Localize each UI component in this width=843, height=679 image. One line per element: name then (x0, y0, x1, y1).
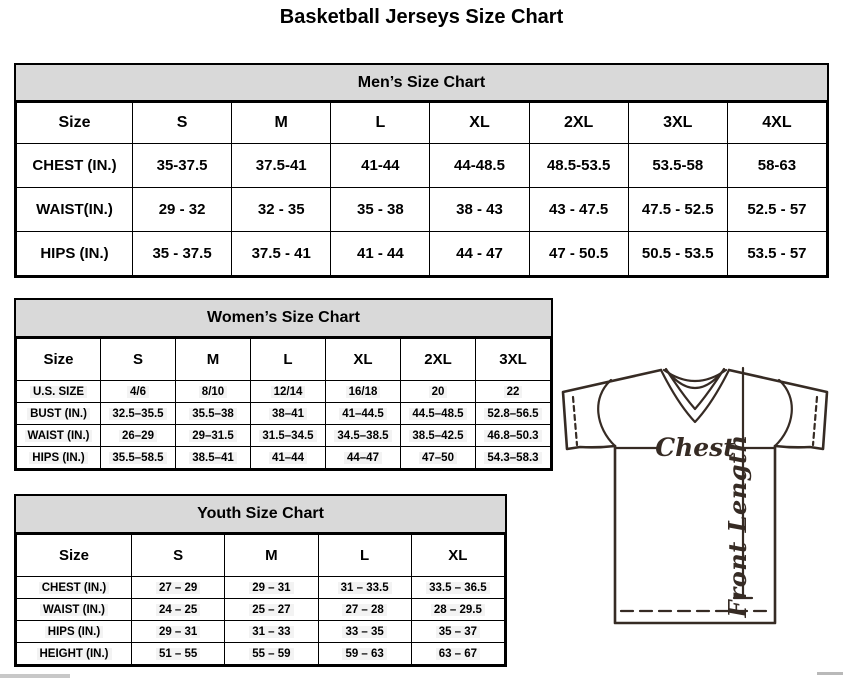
size-value-cell: 27 – 28 (318, 599, 411, 621)
size-value-cell: 37.5 - 41 (232, 232, 331, 276)
size-value-cell: 44 - 47 (430, 232, 529, 276)
size-value-cell: 46.8–50.3 (476, 425, 551, 447)
row-label: WAIST (IN.) (17, 425, 101, 447)
size-value-cell: 32.5–35.5 (101, 403, 176, 425)
column-header: L (318, 535, 411, 577)
size-value-cell: 58-63 (727, 144, 826, 188)
row-label: HEIGHT (IN.) (17, 643, 132, 665)
row-label: CHEST (IN.) (17, 577, 132, 599)
size-value-cell: 29 – 31 (225, 577, 318, 599)
column-header: L (331, 103, 430, 144)
mens-header-row (17, 103, 827, 144)
size-value-cell: 29 – 31 (132, 621, 225, 643)
column-header: XL (411, 535, 504, 577)
size-value-cell: 29 - 32 (133, 188, 232, 232)
size-value-cell: 44-48.5 (430, 144, 529, 188)
page-title: Basketball Jerseys Size Chart (279, 6, 564, 28)
column-header: 3XL (628, 103, 727, 144)
row-label: CHEST (IN.) (17, 144, 133, 188)
column-header: L (251, 339, 326, 381)
column-header: S (133, 103, 232, 144)
size-value-cell: 33.5 – 36.5 (411, 577, 504, 599)
size-value-cell: 47–50 (401, 447, 476, 469)
column-header: XL (430, 103, 529, 144)
mens-chart-title: Men’s Size Chart (16, 65, 827, 102)
scrollbar-fragment-right[interactable] (817, 672, 843, 675)
table-row (17, 425, 551, 447)
table-row (17, 188, 827, 232)
size-value-cell: 26–29 (101, 425, 176, 447)
size-value-cell: 32 - 35 (232, 188, 331, 232)
row-label: WAIST(IN.) (17, 188, 133, 232)
womens-table (16, 338, 551, 469)
size-value-cell: 50.5 - 53.5 (628, 232, 727, 276)
size-value-cell: 55 – 59 (225, 643, 318, 665)
row-label: HIPS (IN.) (17, 447, 101, 469)
size-value-cell: 31.5–34.5 (251, 425, 326, 447)
column-header: S (132, 535, 225, 577)
size-value-cell: 35.5–38 (176, 403, 251, 425)
size-value-cell: 16/18 (326, 381, 401, 403)
size-value-cell: 51 – 55 (132, 643, 225, 665)
column-header: Size (17, 339, 101, 381)
size-value-cell: 54.3–58.3 (476, 447, 551, 469)
size-value-cell: 34.5–38.5 (326, 425, 401, 447)
size-value-cell: 38 - 43 (430, 188, 529, 232)
column-header: M (176, 339, 251, 381)
table-row (17, 403, 551, 425)
size-value-cell: 24 – 25 (132, 599, 225, 621)
column-header: 2XL (401, 339, 476, 381)
column-header: 2XL (529, 103, 628, 144)
size-value-cell: 12/14 (251, 381, 326, 403)
size-value-cell: 35-37.5 (133, 144, 232, 188)
left-cuff-dashed-seam (573, 397, 577, 445)
size-value-cell: 52.5 - 57 (727, 188, 826, 232)
right-cuff-dashed-seam (813, 397, 817, 445)
youth-size-chart (14, 494, 507, 667)
size-value-cell: 31 – 33 (225, 621, 318, 643)
youth-header-row (17, 535, 505, 577)
size-value-cell: 8/10 (176, 381, 251, 403)
size-value-cell: 41–44 (251, 447, 326, 469)
jersey-right-armhole-seam (775, 380, 792, 446)
size-value-cell: 38.5–42.5 (401, 425, 476, 447)
column-header: S (101, 339, 176, 381)
size-value-cell: 4/6 (101, 381, 176, 403)
size-value-cell: 27 – 29 (132, 577, 225, 599)
size-value-cell: 47.5 - 52.5 (628, 188, 727, 232)
size-value-cell: 29–31.5 (176, 425, 251, 447)
mens-size-chart (14, 63, 829, 278)
size-value-cell: 35 - 38 (331, 188, 430, 232)
row-label: WAIST (IN.) (17, 599, 132, 621)
column-header: XL (326, 339, 401, 381)
size-value-cell: 43 - 47.5 (529, 188, 628, 232)
horizontal-scrollbar-thumb[interactable] (0, 674, 70, 678)
size-value-cell: 41–44.5 (326, 403, 401, 425)
row-label: BUST (IN.) (17, 403, 101, 425)
size-value-cell: 20 (401, 381, 476, 403)
table-row (17, 621, 505, 643)
size-value-cell: 35 - 37.5 (133, 232, 232, 276)
column-header: M (225, 535, 318, 577)
size-value-cell: 41 - 44 (331, 232, 430, 276)
table-row (17, 577, 505, 599)
size-value-cell: 53.5 - 57 (727, 232, 826, 276)
size-value-cell: 28 – 29.5 (411, 599, 504, 621)
chest-label: Chest (655, 433, 735, 462)
size-value-cell: 44.5–48.5 (401, 403, 476, 425)
table-row (17, 381, 551, 403)
table-row (17, 643, 505, 665)
size-value-cell: 33 – 35 (318, 621, 411, 643)
table-row (17, 232, 827, 276)
column-header: Size (17, 103, 133, 144)
size-value-cell: 35.5–58.5 (101, 447, 176, 469)
size-value-cell: 25 – 27 (225, 599, 318, 621)
size-value-cell: 31 – 33.5 (318, 577, 411, 599)
size-value-cell: 35 – 37 (411, 621, 504, 643)
mens-table (16, 102, 827, 276)
size-value-cell: 47 - 50.5 (529, 232, 628, 276)
front-length-label: Front Length (723, 434, 752, 618)
womens-size-chart (14, 298, 553, 471)
column-header: Size (17, 535, 132, 577)
row-label: HIPS (IN.) (17, 621, 132, 643)
womens-chart-title: Women’s Size Chart (16, 300, 551, 338)
size-value-cell: 53.5-58 (628, 144, 727, 188)
womens-header-row (17, 339, 551, 381)
size-value-cell: 48.5-53.5 (529, 144, 628, 188)
size-value-cell: 63 – 67 (411, 643, 504, 665)
jersey-measurement-diagram (558, 360, 841, 642)
youth-table (16, 534, 505, 665)
size-value-cell: 59 – 63 (318, 643, 411, 665)
youth-chart-title: Youth Size Chart (16, 496, 505, 534)
column-header: M (232, 103, 331, 144)
jersey-left-sleeve (563, 370, 661, 449)
column-header: 3XL (476, 339, 551, 381)
size-value-cell: 38.5–41 (176, 447, 251, 469)
table-row (17, 599, 505, 621)
size-value-cell: 37.5-41 (232, 144, 331, 188)
size-value-cell: 44–47 (326, 447, 401, 469)
jersey-left-armhole-seam (598, 380, 615, 446)
table-row (17, 447, 551, 469)
row-label: U.S. SIZE (17, 381, 101, 403)
size-value-cell: 38–41 (251, 403, 326, 425)
table-row (17, 144, 827, 188)
size-value-cell: 22 (476, 381, 551, 403)
size-value-cell: 52.8–56.5 (476, 403, 551, 425)
column-header: 4XL (727, 103, 826, 144)
size-value-cell: 41-44 (331, 144, 430, 188)
row-label: HIPS (IN.) (17, 232, 133, 276)
